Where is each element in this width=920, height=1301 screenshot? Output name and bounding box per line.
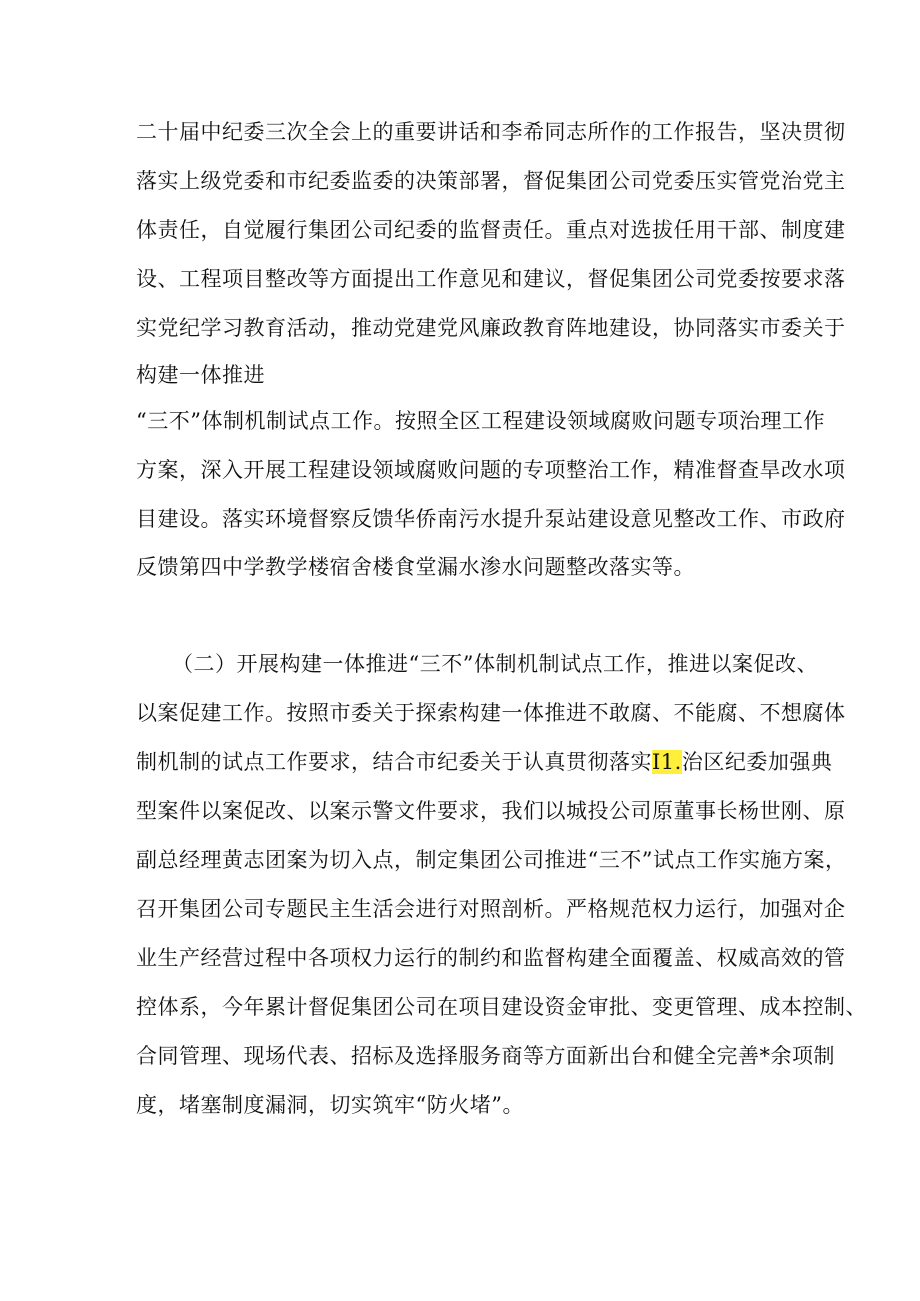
paragraph-2-line-1: “三不”体制机制试点工作。按照全区工程建设领域腐败问题专项治理工作	[136, 409, 825, 433]
paragraph-3-line-1: （二）开展构建一体推进“三不”体制机制试点工作，推进以案促改、	[172, 652, 818, 676]
paragraph-3-line-6: 召开集团公司专题民主生活会进行对照剖析。严格规范权力运行，加强对企	[136, 897, 846, 921]
paragraph-1-line-1: 二十届中纪委三次全会上的重要讲话和李希同志所作的工作报告，坚决贯彻	[136, 120, 846, 144]
paragraph-3-line-7: 业生产经营过程中各项权力运行的制约和监督构建全面覆盖、权威高效的管	[136, 946, 846, 970]
paragraph-1-line-4: 设、工程项目整改等方面提出工作意见和建议，督促集团公司党委按要求落	[136, 267, 846, 291]
paragraph-3-line-2: 以案促建工作。按照市委关于探索构建一体推进不敢腐、不能腐、不想腐体	[136, 701, 846, 725]
paragraph-3-line-5: 副总经理黄志团案为切入点，制定集团公司推进“三不”试点工作实施方案，	[136, 848, 847, 872]
paragraph-3-line-3-tail: 治区纪委加强典	[681, 750, 833, 774]
paragraph-1-line-3: 体责任，自觉履行集团公司纪委的监督责任。重点对选拔任用干部、制度建	[136, 218, 846, 242]
paragraph-3-line-3	[136, 747, 833, 777]
paragraph-2-line-3: 目建设。落实环境督察反馈华侨南污水提升泵站建设意见整改工作、市政府	[136, 507, 846, 531]
paragraph-3-line-4: 型案件以案促改、以案示警文件要求，我们以城投公司原董事长杨世刚、原	[136, 799, 846, 823]
paragraph-3-line-9: 合同管理、现场代表、招标及选择服务商等方面新出台和健全完善*余项制	[136, 1044, 835, 1068]
paragraph-3-line-8: 控体系，今年累计督促集团公司在项目建设资金审批、变更管理、成本控制、	[136, 995, 867, 1019]
paragraph-3-line-3-head: 制机制的试点工作要求，结合市纪委关于认真贯彻落实	[136, 750, 652, 774]
paragraph-3-line-10: 度，堵塞制度漏洞，切实筑牢“防火堵”。	[136, 1093, 524, 1117]
paragraph-1-line-6: 构建一体推进	[136, 363, 265, 387]
paragraph-2-line-2: 方案，深入开展工程建设领域腐败问题的专项整治工作，精准督查旱改水项	[136, 458, 846, 482]
paragraph-1-line-2: 落实上级党委和市纪委监委的决策部署，督促集团公司党委压实管党治党主	[136, 169, 846, 193]
paragraph-1-line-5: 实党纪学习教育活动，推动党建党风廉政教育阵地建设，协同落实市委关于	[136, 316, 846, 340]
paragraph-2-line-4: 反馈第四中学教学楼宿舍楼食堂漏水渗水问题整改落实等。	[136, 555, 695, 579]
highlighted-mark: I1.	[652, 750, 682, 774]
